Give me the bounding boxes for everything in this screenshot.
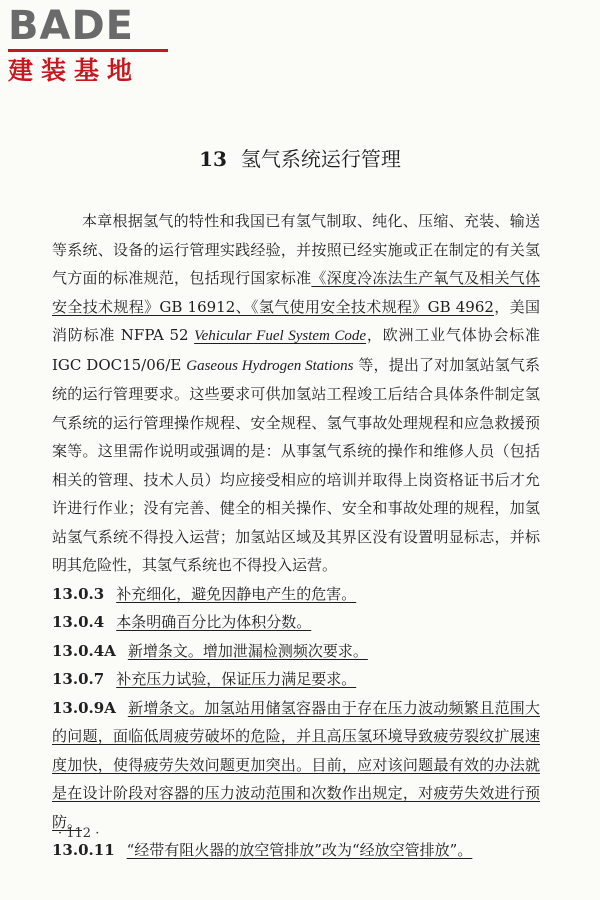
intro-text-4: 等，提出了对加氢站氢气系统的运行管理要求。这些要求可供加氢站工程竣工后结合具体条件制定氢气系统的运行管理操作规程、安全规程、氢气事故处理规程和应急救援预案等。这里需作说明或强调的是：从事氢气系统的操作和维修人员（包括相关的管理、技术人员）均应接受相应的培训并取得上岗资格证书后才允许进行作业；没有完善、健全的相关操作、安全和事故处理的规程，加氢站氢气系统不得投入运营；加氢站区域及其界区没有设置明显标志，并标明其危险性，其氢气系统也不得投入运营。 bbox=[52, 355, 540, 574]
clause-number: 13.0.7 bbox=[52, 670, 105, 688]
chapter-title bbox=[0, 143, 600, 172]
clause-text: “经带有阻火器的放空管排放”改为“经放空管排放”。 bbox=[126, 841, 473, 859]
clause-text: 本条明确百分比为体积分数。 bbox=[116, 613, 312, 631]
intro-standards-reference: 《深度冷冻法生产氧气及相关气体安全技术规程》GB 16912、《氢气使用安全技术规程》GB 4962 bbox=[52, 269, 540, 316]
clause-13-0-7 bbox=[52, 665, 540, 694]
clause-13-0-4a bbox=[52, 637, 540, 666]
intro-nfpa-title: Vehicular Fuel System Code bbox=[194, 328, 367, 344]
clause-13-0-9a bbox=[52, 694, 540, 837]
intro-igc-title: Gaseous Hydrogen Stations bbox=[186, 357, 354, 374]
intro-text-3: ，欧洲工业气体协会标准 IGC DOC15/06/E bbox=[52, 326, 540, 374]
clause-number: 13.0.4 bbox=[52, 613, 105, 631]
chapter-title-text: 氢气系统运行管理 bbox=[240, 147, 401, 171]
intro-text-2: ，美国消防标准 NFPA 52 bbox=[52, 297, 540, 344]
intro-text-1: 本章根据氢气的特性和我国已有氢气制取、纯化、压缩、充装、输送等系统、设备的运行管理实践经验，并按照已经实施或正在制定的有关氢气方面的标准规范，包括现行国家标准 bbox=[52, 212, 540, 287]
clause-number: 13.0.9A bbox=[52, 698, 116, 717]
clause-text: 新增条文。加氢站用储氢容器由于存在压力波动频繁且范围大的问题，面临低周疲劳破坏的危险，并且高压氢环境导致疲劳裂纹扩展速度加快，使得疲劳失效问题更加突出。目前，应对该问题最有效的办法就是在设计阶段对容器的压力波动范围和次数作出规定，对疲劳失效进行预防。 bbox=[52, 698, 540, 831]
logo-rule bbox=[8, 49, 168, 52]
clause-13-0-3 bbox=[52, 580, 540, 609]
page-number: · 112 · bbox=[58, 826, 100, 841]
logo-wordmark: BADE bbox=[8, 3, 134, 49]
logo-tagline: 建装基地 bbox=[8, 56, 141, 85]
clause-number: 13.0.4A bbox=[52, 641, 116, 660]
publisher-logo bbox=[8, 4, 178, 86]
clause-text: 新增条文。增加泄漏检测频次要求。 bbox=[127, 641, 368, 660]
clause-number: 13.0.11 bbox=[52, 841, 115, 859]
intro-paragraph bbox=[52, 207, 540, 580]
chapter-number: 13 bbox=[199, 147, 227, 171]
clause-text: 补充压力试验，保证压力满足要求。 bbox=[116, 670, 357, 688]
page-body bbox=[52, 207, 540, 865]
clause-number: 13.0.3 bbox=[52, 584, 105, 603]
clause-13-0-11 bbox=[52, 836, 540, 865]
clause-text: 补充细化，避免因静电产生的危害。 bbox=[116, 584, 357, 603]
clause-13-0-4 bbox=[52, 608, 540, 637]
